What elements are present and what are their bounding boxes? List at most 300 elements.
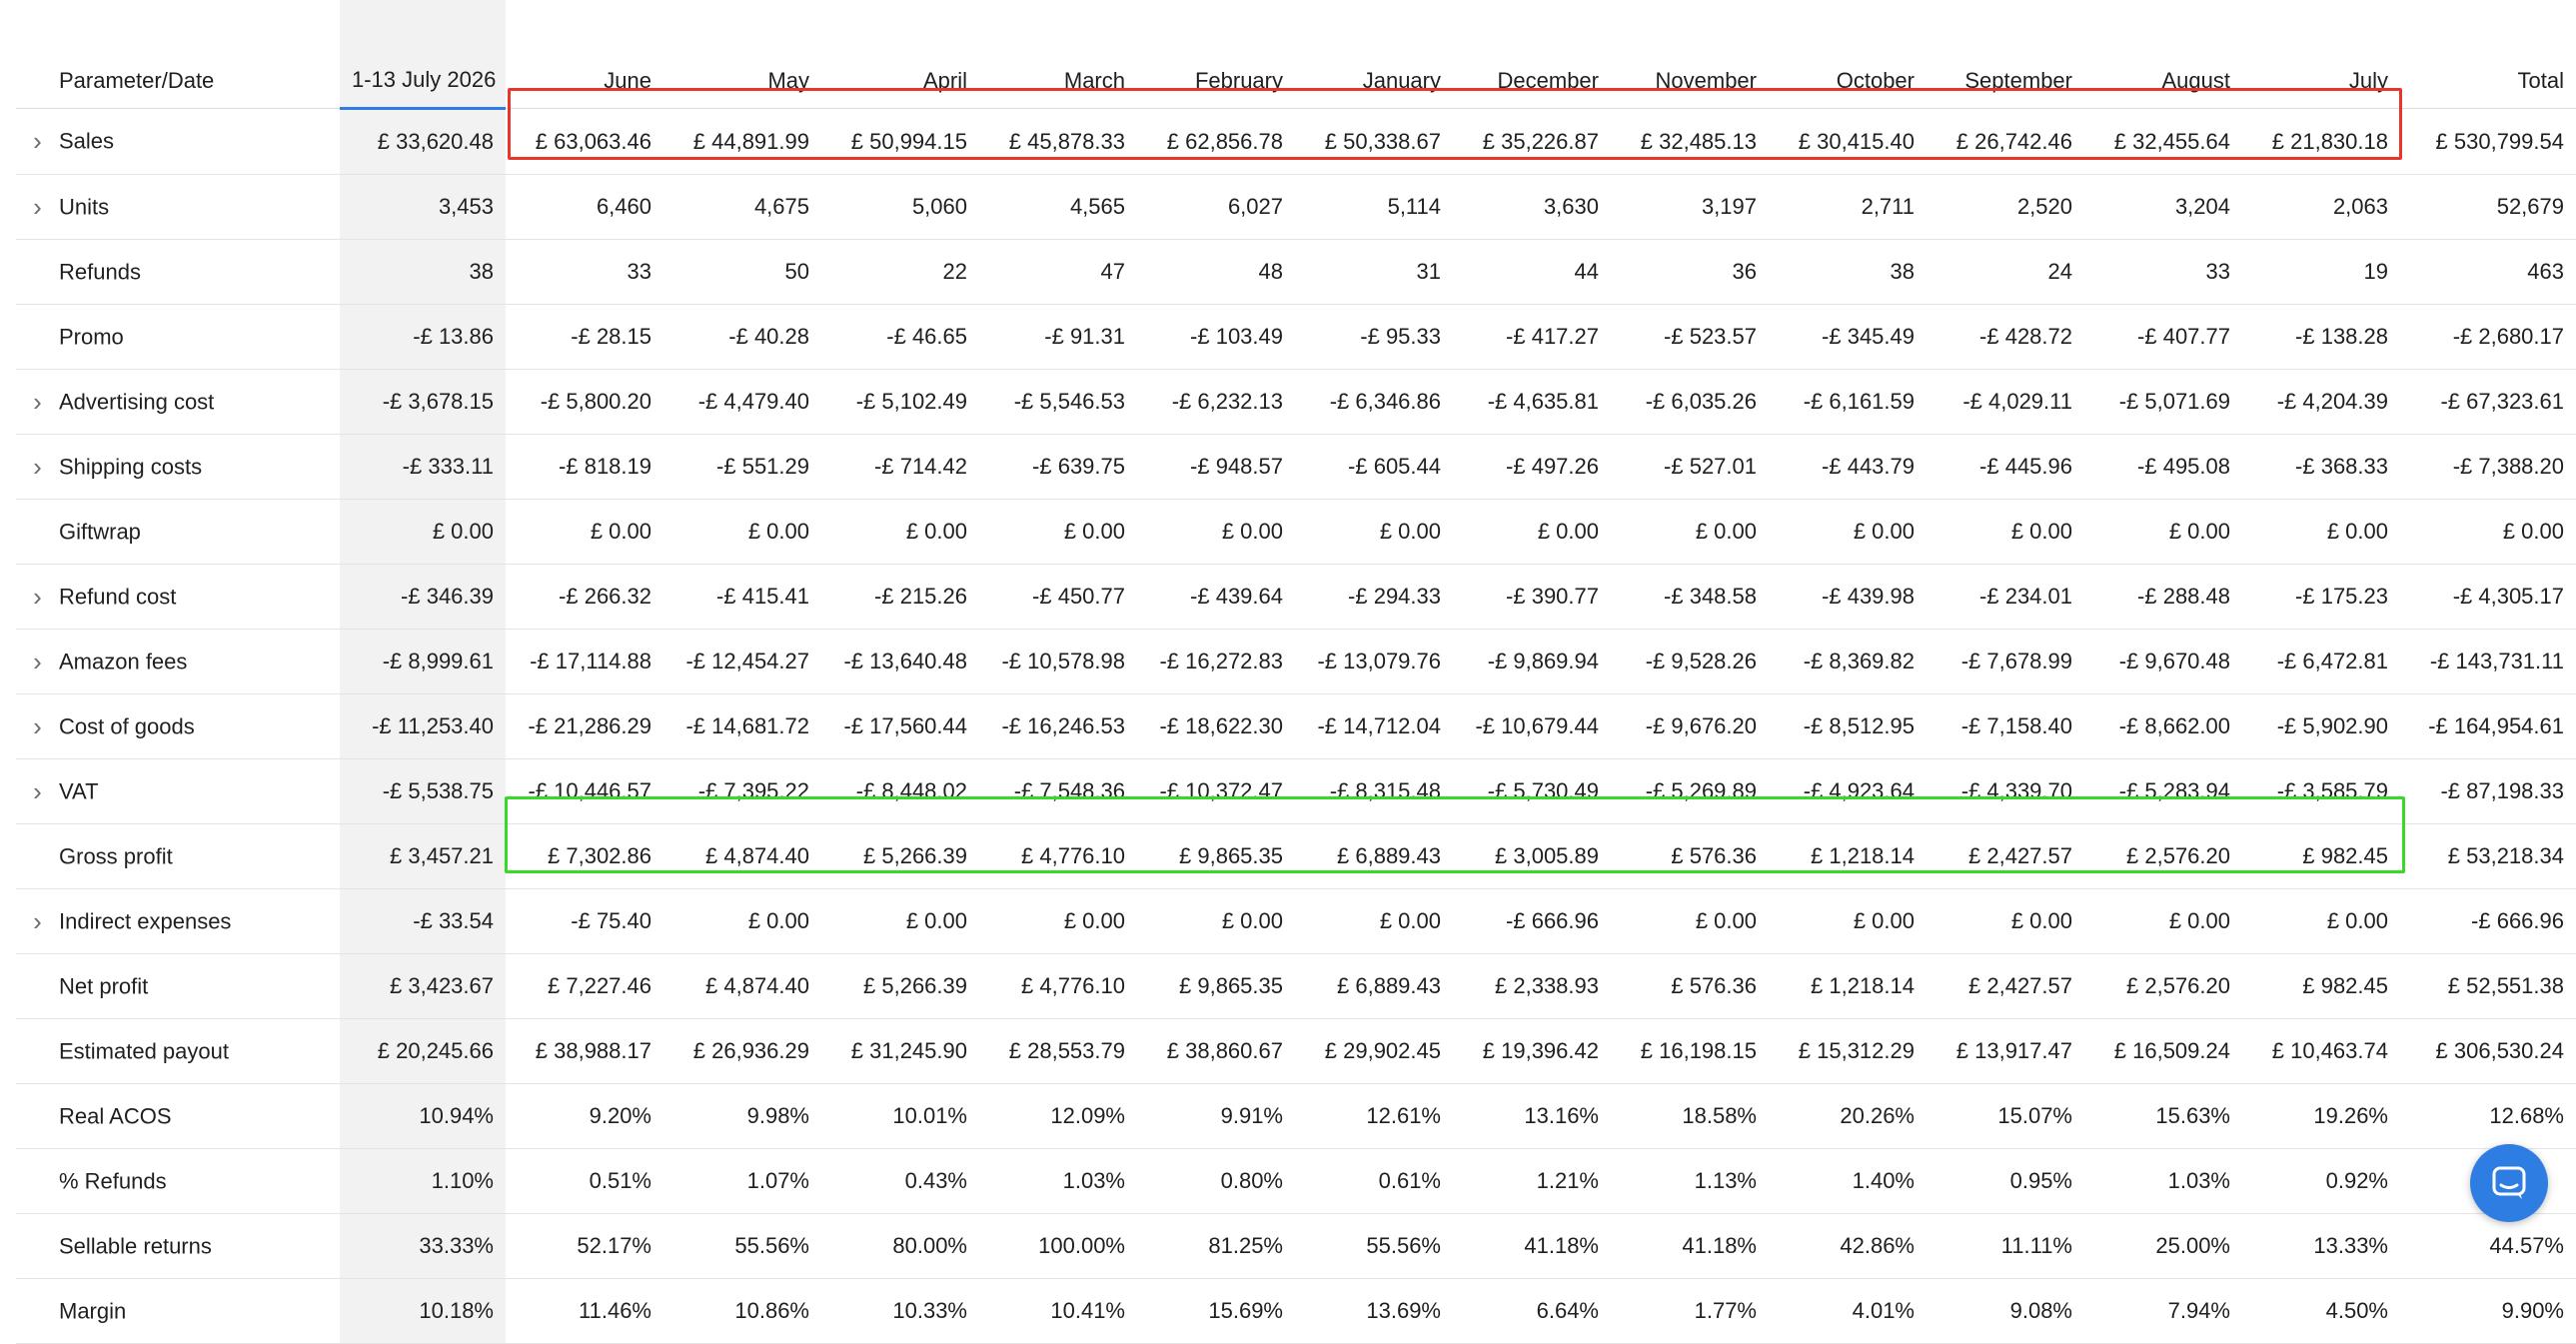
- cell-june: £ 7,227.46: [506, 954, 663, 1019]
- cell-november: -£ 9,528.26: [1611, 630, 1769, 694]
- cell-november: -£ 523.57: [1611, 305, 1769, 370]
- cell-september: -£ 4,339.70: [1927, 759, 2084, 824]
- column-header-july[interactable]: July: [2242, 0, 2400, 109]
- row-label: % Refunds: [59, 1168, 167, 1193]
- cell-may: -£ 40.28: [663, 305, 821, 370]
- cell-february: -£ 948.57: [1137, 435, 1295, 500]
- cell-july: 2,063: [2242, 175, 2400, 240]
- row-parameter-cell: [16, 240, 340, 305]
- cell-november: -£ 9,676.20: [1611, 694, 1769, 759]
- row-parameter-cell[interactable]: [16, 889, 340, 954]
- cell-january: -£ 605.44: [1295, 435, 1453, 500]
- row-parameter-cell: [16, 500, 340, 565]
- cell-total: 9.90%: [2400, 1279, 2576, 1344]
- cell-total: 44.57%: [2400, 1214, 2576, 1279]
- row-label: Sales: [59, 128, 115, 154]
- cell-total: -£ 87,198.33: [2400, 759, 2576, 824]
- cell-total: -£ 67,323.61: [2400, 370, 2576, 435]
- chevron-right-icon[interactable]: ›: [33, 646, 42, 676]
- row-parameter-cell: [16, 1019, 340, 1084]
- cell-january: 55.56%: [1295, 1214, 1453, 1279]
- row-parameter-cell: [16, 954, 340, 1019]
- table-row-vat[interactable]: [16, 759, 2576, 824]
- cell-total: -£ 2,680.17: [2400, 305, 2576, 370]
- cell-january: -£ 13,079.76: [1295, 630, 1453, 694]
- cell-february: -£ 10,372.47: [1137, 759, 1295, 824]
- cell-november: £ 0.00: [1611, 500, 1769, 565]
- row-parameter-cell[interactable]: [16, 694, 340, 759]
- cell-august: 15.63%: [2084, 1084, 2242, 1149]
- cell-may: £ 0.00: [663, 889, 821, 954]
- cell-may: 4,675: [663, 175, 821, 240]
- cell-total: £ 530,799.54: [2400, 109, 2576, 175]
- cell-may: £ 26,936.29: [663, 1019, 821, 1084]
- chevron-right-icon[interactable]: ›: [33, 451, 42, 482]
- cell-april: 10.01%: [821, 1084, 979, 1149]
- cell-december: -£ 9,869.94: [1453, 630, 1611, 694]
- cell-july: -£ 138.28: [2242, 305, 2400, 370]
- cell-january: £ 6,889.43: [1295, 954, 1453, 1019]
- cell-october: 38: [1769, 240, 1927, 305]
- cell-january: 5,114: [1295, 175, 1453, 240]
- column-header-parameter: Parameter/Date: [16, 0, 340, 109]
- cell-current-period: -£ 333.11: [340, 435, 506, 500]
- cell-november: 18.58%: [1611, 1084, 1769, 1149]
- cell-total: £ 0.00: [2400, 500, 2576, 565]
- cell-december: £ 35,226.87: [1453, 109, 1611, 175]
- cell-march: -£ 16,246.53: [979, 694, 1137, 759]
- cell-january: 12.61%: [1295, 1084, 1453, 1149]
- cell-december: -£ 666.96: [1453, 889, 1611, 954]
- cell-july: £ 0.00: [2242, 889, 2400, 954]
- cell-january: £ 50,338.67: [1295, 109, 1453, 175]
- cell-october: -£ 439.98: [1769, 565, 1927, 630]
- row-label: Promo: [59, 324, 124, 349]
- cell-august: £ 16,509.24: [2084, 1019, 2242, 1084]
- cell-november: 1.13%: [1611, 1149, 1769, 1214]
- cell-march: -£ 639.75: [979, 435, 1137, 500]
- cell-may: -£ 415.41: [663, 565, 821, 630]
- table-row-real-acos: [16, 1084, 2576, 1149]
- cell-august: -£ 8,662.00: [2084, 694, 2242, 759]
- cell-current-period: 10.94%: [340, 1084, 506, 1149]
- cell-november: -£ 6,035.26: [1611, 370, 1769, 435]
- cell-september: 0.95%: [1927, 1149, 2084, 1214]
- column-header-june[interactable]: June: [506, 0, 663, 109]
- cell-december: -£ 5,730.49: [1453, 759, 1611, 824]
- table-row-refunds: [16, 1149, 2576, 1214]
- cell-may: 55.56%: [663, 1214, 821, 1279]
- table-row-sellable-returns: [16, 1214, 2576, 1279]
- cell-june: £ 63,063.46: [506, 109, 663, 175]
- table-row-estimated-payout: [16, 1019, 2576, 1084]
- cell-april: 22: [821, 240, 979, 305]
- column-header-august[interactable]: August: [2084, 0, 2242, 109]
- chevron-right-icon[interactable]: ›: [33, 775, 42, 806]
- cell-current-period: -£ 5,538.75: [340, 759, 506, 824]
- cell-current-period: £ 3,423.67: [340, 954, 506, 1019]
- cell-january: -£ 294.33: [1295, 565, 1453, 630]
- cell-january: 0.61%: [1295, 1149, 1453, 1214]
- cell-current-period: 1.10%: [340, 1149, 506, 1214]
- cell-september: 2,520: [1927, 175, 2084, 240]
- cell-july: 19.26%: [2242, 1084, 2400, 1149]
- cell-march: 12.09%: [979, 1084, 1137, 1149]
- cell-october: -£ 8,369.82: [1769, 630, 1927, 694]
- cell-may: 9.98%: [663, 1084, 821, 1149]
- cell-march: £ 4,776.10: [979, 824, 1137, 889]
- cell-may: -£ 551.29: [663, 435, 821, 500]
- cell-august: -£ 288.48: [2084, 565, 2242, 630]
- cell-current-period: -£ 346.39: [340, 565, 506, 630]
- row-parameter-cell[interactable]: [16, 435, 340, 500]
- cell-february: -£ 6,232.13: [1137, 370, 1295, 435]
- table-row-amazon-fees[interactable]: [16, 630, 2576, 694]
- cell-august: £ 0.00: [2084, 500, 2242, 565]
- cell-may: -£ 4,479.40: [663, 370, 821, 435]
- cell-april: -£ 215.26: [821, 565, 979, 630]
- row-parameter-cell: [16, 1214, 340, 1279]
- cell-total: 52,679: [2400, 175, 2576, 240]
- chevron-right-icon[interactable]: ›: [33, 710, 42, 741]
- cell-august: 25.00%: [2084, 1214, 2242, 1279]
- cell-october: -£ 443.79: [1769, 435, 1927, 500]
- cell-december: 13.16%: [1453, 1084, 1611, 1149]
- row-label: Refunds: [59, 259, 141, 284]
- cell-march: 47: [979, 240, 1137, 305]
- cell-october: -£ 6,161.59: [1769, 370, 1927, 435]
- cell-november: 1.77%: [1611, 1279, 1769, 1344]
- cell-december: -£ 497.26: [1453, 435, 1611, 500]
- cell-june: £ 7,302.86: [506, 824, 663, 889]
- column-header-november[interactable]: November: [1611, 0, 1769, 109]
- cell-september: £ 0.00: [1927, 889, 2084, 954]
- cell-february: 9.91%: [1137, 1084, 1295, 1149]
- cell-may: 10.86%: [663, 1279, 821, 1344]
- cell-march: £ 0.00: [979, 889, 1137, 954]
- table-row-giftwrap: [16, 500, 2576, 565]
- cell-september: 15.07%: [1927, 1084, 2084, 1149]
- cell-january: £ 29,902.45: [1295, 1019, 1453, 1084]
- cell-current-period: -£ 33.54: [340, 889, 506, 954]
- column-header-total[interactable]: Total: [2400, 0, 2576, 109]
- cell-september: £ 0.00: [1927, 500, 2084, 565]
- cell-november: -£ 348.58: [1611, 565, 1769, 630]
- cell-june: 52.17%: [506, 1214, 663, 1279]
- column-header-january[interactable]: January: [1295, 0, 1453, 109]
- row-parameter-cell[interactable]: [16, 759, 340, 824]
- cell-october: -£ 8,512.95: [1769, 694, 1927, 759]
- cell-september: -£ 428.72: [1927, 305, 2084, 370]
- cell-november: £ 0.00: [1611, 889, 1769, 954]
- cell-august: 3,204: [2084, 175, 2242, 240]
- cell-march: -£ 450.77: [979, 565, 1137, 630]
- cell-september: -£ 445.96: [1927, 435, 2084, 500]
- cell-june: £ 0.00: [506, 500, 663, 565]
- row-label: Gross profit: [59, 843, 173, 868]
- cell-march: £ 0.00: [979, 500, 1137, 565]
- row-label: Shipping costs: [59, 454, 203, 479]
- column-header-current-period[interactable]: 1-13 July 2026: [340, 0, 506, 109]
- cell-may: -£ 12,454.27: [663, 630, 821, 694]
- pl-table-container: [16, 0, 2564, 1323]
- cell-july: £ 21,830.18: [2242, 109, 2400, 175]
- cell-december: £ 3,005.89: [1453, 824, 1611, 889]
- cell-march: £ 45,878.33: [979, 109, 1137, 175]
- chevron-right-icon[interactable]: ›: [33, 386, 42, 417]
- table-row-refund-cost[interactable]: [16, 565, 2576, 630]
- cell-may: £ 0.00: [663, 500, 821, 565]
- cell-september: £ 2,427.57: [1927, 954, 2084, 1019]
- cell-july: 19: [2242, 240, 2400, 305]
- cell-june: 33: [506, 240, 663, 305]
- cell-current-period: £ 0.00: [340, 500, 506, 565]
- cell-current-period: 10.18%: [340, 1279, 506, 1344]
- row-parameter-cell: [16, 1279, 340, 1344]
- cell-august: -£ 495.08: [2084, 435, 2242, 500]
- cell-december: 6.64%: [1453, 1279, 1611, 1344]
- column-header-march[interactable]: March: [979, 0, 1137, 109]
- cell-january: -£ 95.33: [1295, 305, 1453, 370]
- cell-march: 10.41%: [979, 1279, 1137, 1344]
- cell-march: -£ 7,548.36: [979, 759, 1137, 824]
- cell-february: 15.69%: [1137, 1279, 1295, 1344]
- cell-april: -£ 714.42: [821, 435, 979, 500]
- cell-january: 31: [1295, 240, 1453, 305]
- cell-february: 0.80%: [1137, 1149, 1295, 1214]
- cell-june: -£ 10,446.57: [506, 759, 663, 824]
- cell-february: -£ 18,622.30: [1137, 694, 1295, 759]
- cell-current-period: 3,453: [340, 175, 506, 240]
- cell-june: -£ 17,114.88: [506, 630, 663, 694]
- cell-february: -£ 103.49: [1137, 305, 1295, 370]
- row-label: Real ACOS: [59, 1103, 172, 1128]
- cell-june: 6,460: [506, 175, 663, 240]
- cell-september: £ 13,917.47: [1927, 1019, 2084, 1084]
- row-label: Giftwrap: [59, 519, 141, 544]
- cell-october: 2,711: [1769, 175, 1927, 240]
- cell-february: £ 38,860.67: [1137, 1019, 1295, 1084]
- cell-july: £ 10,463.74: [2242, 1019, 2400, 1084]
- row-parameter-cell[interactable]: [16, 109, 340, 175]
- cell-october: £ 1,218.14: [1769, 824, 1927, 889]
- row-label: Indirect expenses: [59, 908, 232, 933]
- column-header-october[interactable]: October: [1769, 0, 1927, 109]
- cell-november: 36: [1611, 240, 1769, 305]
- cell-july: £ 0.00: [2242, 500, 2400, 565]
- cell-march: 4,565: [979, 175, 1137, 240]
- cell-december: -£ 417.27: [1453, 305, 1611, 370]
- row-parameter-cell[interactable]: [16, 175, 340, 240]
- cell-july: £ 982.45: [2242, 954, 2400, 1019]
- cell-may: -£ 14,681.72: [663, 694, 821, 759]
- cell-june: -£ 75.40: [506, 889, 663, 954]
- cell-may: 1.07%: [663, 1149, 821, 1214]
- cell-october: 42.86%: [1769, 1214, 1927, 1279]
- cell-february: £ 0.00: [1137, 889, 1295, 954]
- row-parameter-cell: [16, 824, 340, 889]
- cell-february: -£ 16,272.83: [1137, 630, 1295, 694]
- cell-november: £ 16,198.15: [1611, 1019, 1769, 1084]
- cell-december: 3,630: [1453, 175, 1611, 240]
- cell-total: -£ 164,954.61: [2400, 694, 2576, 759]
- cell-february: £ 9,865.35: [1137, 824, 1295, 889]
- cell-current-period: £ 3,457.21: [340, 824, 506, 889]
- cell-january: -£ 6,346.86: [1295, 370, 1453, 435]
- table-header-row: [16, 0, 2576, 109]
- chat-bubble-icon: [2489, 1163, 2529, 1203]
- cell-total: £ 306,530.24: [2400, 1019, 2576, 1084]
- cell-march: 1.03%: [979, 1149, 1137, 1214]
- cell-july: £ 982.45: [2242, 824, 2400, 889]
- row-parameter-cell: [16, 1149, 340, 1214]
- row-parameter-cell: [16, 1084, 340, 1149]
- cell-april: 10.33%: [821, 1279, 979, 1344]
- cell-august: £ 0.00: [2084, 889, 2242, 954]
- cell-august: -£ 9,670.48: [2084, 630, 2242, 694]
- row-parameter-cell[interactable]: [16, 370, 340, 435]
- cell-december: -£ 390.77: [1453, 565, 1611, 630]
- cell-july: 13.33%: [2242, 1214, 2400, 1279]
- cell-june: -£ 28.15: [506, 305, 663, 370]
- cell-february: 81.25%: [1137, 1214, 1295, 1279]
- cell-march: -£ 91.31: [979, 305, 1137, 370]
- cell-january: -£ 14,712.04: [1295, 694, 1453, 759]
- cell-april: £ 5,266.39: [821, 824, 979, 889]
- table-row-indirect-expenses[interactable]: [16, 889, 2576, 954]
- cell-april: -£ 8,448.02: [821, 759, 979, 824]
- cell-november: £ 32,485.13: [1611, 109, 1769, 175]
- cell-december: -£ 4,635.81: [1453, 370, 1611, 435]
- cell-october: 4.01%: [1769, 1279, 1927, 1344]
- column-header-april[interactable]: April: [821, 0, 979, 109]
- cell-august: £ 32,455.64: [2084, 109, 2242, 175]
- cell-april: -£ 13,640.48: [821, 630, 979, 694]
- cell-january: £ 0.00: [1295, 889, 1453, 954]
- cell-december: £ 0.00: [1453, 500, 1611, 565]
- cell-april: -£ 46.65: [821, 305, 979, 370]
- cell-january: 13.69%: [1295, 1279, 1453, 1344]
- chevron-right-icon[interactable]: ›: [33, 126, 42, 156]
- chat-launcher-button[interactable]: [2470, 1144, 2548, 1222]
- cell-october: -£ 345.49: [1769, 305, 1927, 370]
- cell-april: £ 0.00: [821, 500, 979, 565]
- cell-june: -£ 818.19: [506, 435, 663, 500]
- cell-october: £ 15,312.29: [1769, 1019, 1927, 1084]
- cell-july: 0.92%: [2242, 1149, 2400, 1214]
- cell-june: 11.46%: [506, 1279, 663, 1344]
- cell-april: -£ 5,102.49: [821, 370, 979, 435]
- cell-april: £ 0.00: [821, 889, 979, 954]
- cell-july: -£ 368.33: [2242, 435, 2400, 500]
- cell-total: 463: [2400, 240, 2576, 305]
- column-header-december[interactable]: December: [1453, 0, 1611, 109]
- table-row-units[interactable]: [16, 175, 2576, 240]
- table-row-sales[interactable]: [16, 109, 2576, 175]
- row-label: Cost of goods: [59, 713, 195, 738]
- cell-july: -£ 175.23: [2242, 565, 2400, 630]
- cell-august: £ 2,576.20: [2084, 824, 2242, 889]
- cell-october: £ 0.00: [1769, 500, 1927, 565]
- chevron-right-icon[interactable]: ›: [33, 905, 42, 936]
- chevron-right-icon[interactable]: ›: [33, 191, 42, 222]
- cell-march: £ 4,776.10: [979, 954, 1137, 1019]
- table-row-net-profit: [16, 954, 2576, 1019]
- cell-total: £ 52,551.38: [2400, 954, 2576, 1019]
- cell-april: £ 50,994.15: [821, 109, 979, 175]
- cell-april: 0.43%: [821, 1149, 979, 1214]
- cell-november: 3,197: [1611, 175, 1769, 240]
- table-row-cost-of-goods[interactable]: [16, 694, 2576, 759]
- cell-march: -£ 5,546.53: [979, 370, 1137, 435]
- cell-total: -£ 7,388.20: [2400, 435, 2576, 500]
- table-row-shipping-costs[interactable]: [16, 435, 2576, 500]
- cell-august: -£ 5,283.94: [2084, 759, 2242, 824]
- cell-june: -£ 266.32: [506, 565, 663, 630]
- cell-total: £ 53,218.34: [2400, 824, 2576, 889]
- row-parameter-cell[interactable]: [16, 565, 340, 630]
- cell-september: -£ 4,029.11: [1927, 370, 2084, 435]
- cell-december: 44: [1453, 240, 1611, 305]
- cell-february: £ 9,865.35: [1137, 954, 1295, 1019]
- cell-june: £ 38,988.17: [506, 1019, 663, 1084]
- column-header-february[interactable]: February: [1137, 0, 1295, 109]
- cell-january: £ 0.00: [1295, 500, 1453, 565]
- cell-total: -£ 666.96: [2400, 889, 2576, 954]
- cell-november: 41.18%: [1611, 1214, 1769, 1279]
- table-row-promo: [16, 305, 2576, 370]
- row-parameter-cell: [16, 305, 340, 370]
- cell-december: £ 2,338.93: [1453, 954, 1611, 1019]
- table-row-margin: [16, 1279, 2576, 1344]
- cell-september: -£ 7,158.40: [1927, 694, 2084, 759]
- profit-loss-table: [16, 0, 2576, 1344]
- cell-march: -£ 10,578.98: [979, 630, 1137, 694]
- row-label: Sellable returns: [59, 1233, 212, 1258]
- column-header-may[interactable]: May: [663, 0, 821, 109]
- cell-current-period: -£ 11,253.40: [340, 694, 506, 759]
- cell-august: 1.03%: [2084, 1149, 2242, 1214]
- table-row-advertising-cost[interactable]: [16, 370, 2576, 435]
- cell-september: £ 26,742.46: [1927, 109, 2084, 175]
- cell-september: 24: [1927, 240, 2084, 305]
- cell-august: £ 2,576.20: [2084, 954, 2242, 1019]
- row-parameter-cell[interactable]: [16, 630, 340, 694]
- chevron-right-icon[interactable]: ›: [33, 581, 42, 612]
- cell-february: £ 62,856.78: [1137, 109, 1295, 175]
- cell-december: 41.18%: [1453, 1214, 1611, 1279]
- cell-march: £ 28,553.79: [979, 1019, 1137, 1084]
- cell-may: -£ 7,395.22: [663, 759, 821, 824]
- cell-january: -£ 8,315.48: [1295, 759, 1453, 824]
- cell-total: -£ 143,731.11: [2400, 630, 2576, 694]
- cell-march: 100.00%: [979, 1214, 1137, 1279]
- cell-september: 9.08%: [1927, 1279, 2084, 1344]
- cell-current-period: 38: [340, 240, 506, 305]
- cell-current-period: £ 33,620.48: [340, 109, 506, 175]
- cell-january: £ 6,889.43: [1295, 824, 1453, 889]
- cell-november: -£ 527.01: [1611, 435, 1769, 500]
- row-label: Amazon fees: [59, 649, 188, 673]
- cell-july: -£ 4,204.39: [2242, 370, 2400, 435]
- cell-current-period: -£ 8,999.61: [340, 630, 506, 694]
- row-label: Margin: [59, 1298, 127, 1323]
- cell-november: -£ 5,269.89: [1611, 759, 1769, 824]
- cell-october: -£ 4,923.64: [1769, 759, 1927, 824]
- cell-total: -£ 4,305.17: [2400, 565, 2576, 630]
- column-header-september[interactable]: September: [1927, 0, 2084, 109]
- cell-august: 7.94%: [2084, 1279, 2242, 1344]
